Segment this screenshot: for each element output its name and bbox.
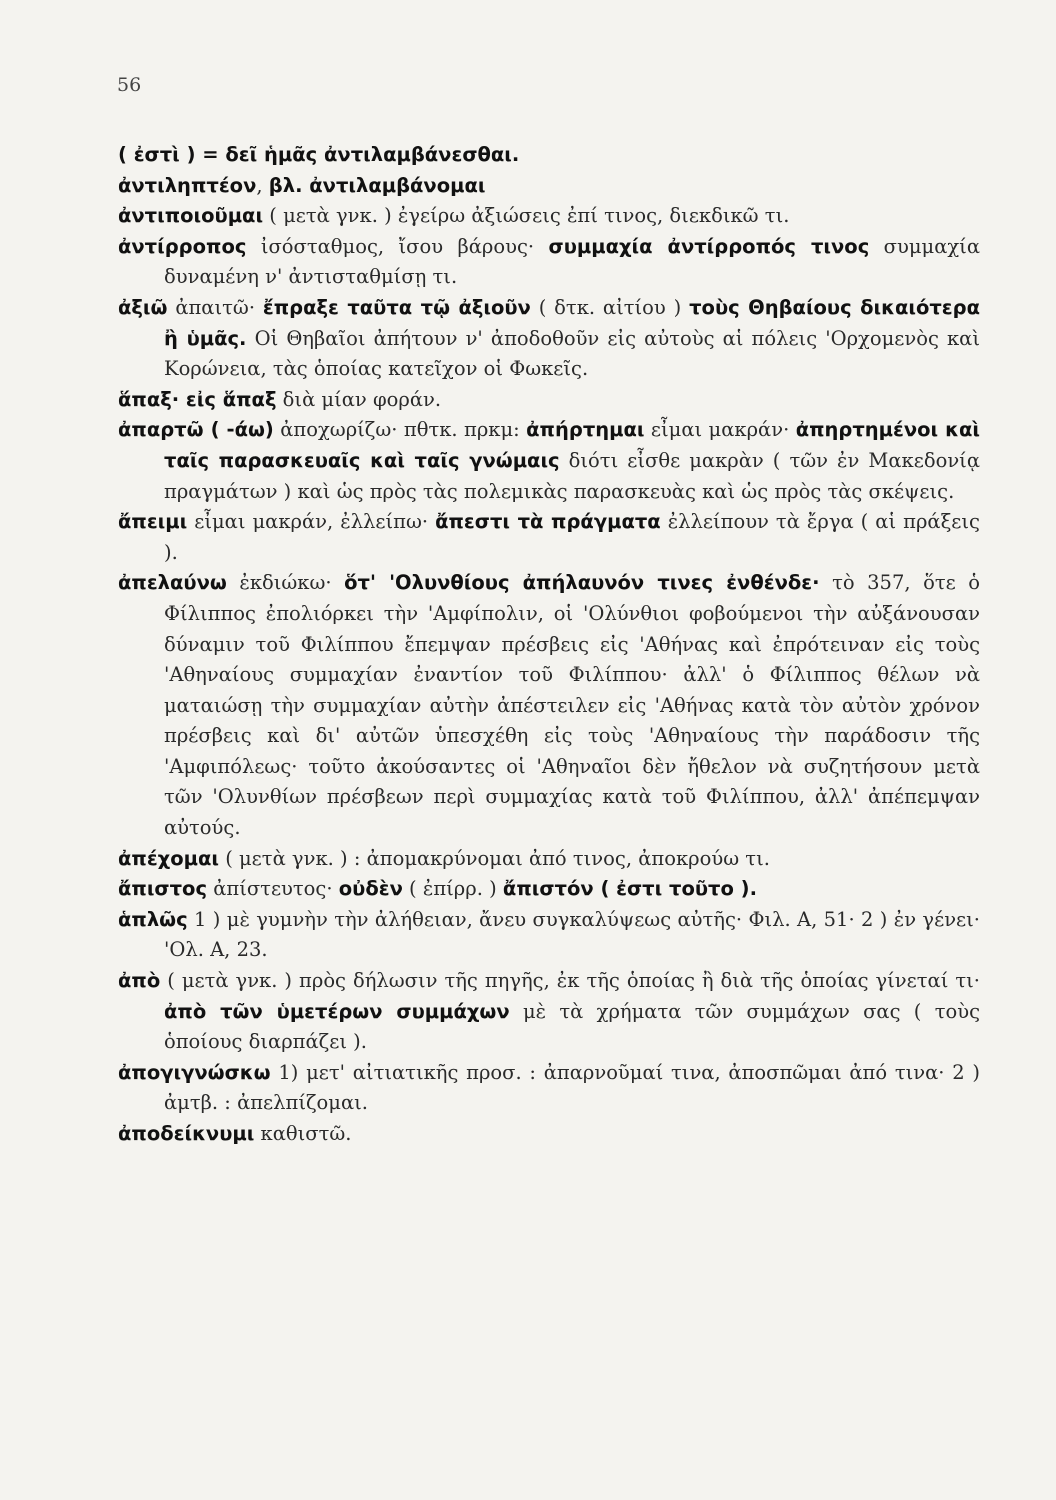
definition-text: ἐκδιώκω·: [226, 571, 345, 595]
definition-text: ( μετὰ γνκ. ) : ἀπομακρύνομαι ἀπό τινος, ἀποκρούω τι.: [219, 846, 770, 870]
headword-bold: ἅπαξ· εἰς ἅπαξ: [118, 387, 277, 411]
dictionary-entry: [118, 1058, 980, 1119]
definition-text: 1) μετ' αἰτιατικῆς προσ. : ἀπαρνοῦμαί τινα, ἀποσπῶμαι ἀπό τινα· 2 ) ἀμτβ. : ἀπελπίζομαι.: [164, 1060, 980, 1115]
headword-bold: ἀπογιγνώσκω: [118, 1060, 271, 1084]
dictionary-entry: [118, 415, 980, 507]
headword-bold: τοὺς Θηβαίους δικαιότερα ἢ ὑμᾶς.: [164, 295, 981, 350]
definition-text: καθιστῶ.: [254, 1122, 352, 1145]
headword-bold: ἀξιῶ: [118, 295, 168, 319]
headword-bold: ἀπὸ: [118, 969, 161, 993]
definition-text: ἰσόσταθμος, ἴσου βάρους·: [246, 234, 549, 258]
definition-text: μὲ τὰ χρήματα τῶν συμμάχων σας ( τοὺς ὁποίους διαρπάζει ).: [164, 999, 980, 1054]
headword-bold: ἄπειμι: [118, 510, 188, 534]
definition-text: ( ἐπίρρ. ): [402, 877, 503, 901]
headword-bold: ἀπήρτημαι: [526, 418, 645, 442]
definition-text: τὸ 357, ὅτε ὁ Φίλιππος ἐπολιόρκει τὴν 'Αμφίπολιν, οἱ 'Ολύνθιοι φοβούμενοι τὴν αὐξάνουσαν δύναμιν τοῦ Φιλίππου ἔπεμψαν πρέσβεις εἰς 'Αθήνας καὶ ἐπρότειναν εἰς τοὺς 'Αθηναίους συμμαχίαν ἐναντίον τοῦ Φιλίππου· ἀλλ' ὁ Φίλιππος θέλων νὰ ματαιώσῃ τὴν συμμαχίαν αὐτὴν ἀπέστειλεν εἰς 'Αθήνας κατὰ τὸν αὐτὸν χρόνον πρέσβεις καὶ δι' αὐτῶν ὑπεσχέθη εἰς τοὺς 'Αθηναίους τὴν παράδοσιν τῆς 'Αμφιπόλεως· τοῦτο ἀκούσαντες οἱ 'Αθηναῖοι δὲν ἤθελον νὰ συζητήσουν μετὰ τῶν 'Ολυνθίων πρέσβεων περὶ συμμαχίας κατὰ τοῦ Φιλίππου, ἀλλ' ἀπέπεμψαν αὐτούς.: [164, 571, 981, 840]
headword-bold: ἄπιστος: [118, 877, 208, 901]
dictionary-entry: [118, 1119, 980, 1150]
dictionary-entry: [118, 905, 980, 966]
page-number: 56: [117, 74, 142, 96]
dictionary-entry: [118, 293, 980, 385]
definition-text: εἶμαι μακράν, ἐλλείπω·: [187, 510, 436, 534]
headword-bold: ἁπλῶς: [118, 907, 188, 931]
headword-bold: ἀποδείκνυμι: [118, 1122, 255, 1145]
dictionary-entry: [118, 140, 980, 171]
definition-text: εἶμαι μακράν·: [644, 418, 796, 442]
headword-bold: ἀντιληπτέον: [118, 173, 257, 197]
headword-bold: ἀπέχομαι: [118, 846, 219, 870]
dictionary-entry: [118, 385, 980, 416]
headword-bold: ( ἐστὶ ) = δεῖ ἡμᾶς ἀντιλαμβάνεσθαι.: [118, 143, 520, 166]
definition-text: συμμαχία δυναμένη ν' ἀντισταθμίσῃ τι.: [164, 234, 980, 289]
definition-text: ἀπίστευτος·: [207, 877, 339, 901]
definition-text: Οἱ Θηβαῖοι ἀπήτουν ν' ἀποδοθοῦν εἰς αὐτοὺς αἱ πόλεις 'Ορχομενὸς καὶ Κορώνεια, τὰς ὁποίας κατεῖχον οἱ Φωκεῖς.: [164, 326, 980, 381]
definition-text: ( μετὰ γνκ. ) πρὸς δήλωσιν τῆς πηγῆς, ἐκ τῆς ὁποίας ἢ διὰ τῆς ὁποίας γίνεταί τι·: [160, 969, 980, 993]
definition-text: ,: [256, 173, 269, 197]
dictionary-entry: [118, 507, 980, 568]
definition-text: ἀπαιτῶ·: [167, 295, 263, 319]
headword-bold: ἔπραξε ταῦτα τῷ ἀξιοῦν: [262, 295, 531, 319]
dictionary-entry: [118, 966, 980, 1058]
dictionary-entry: [118, 201, 980, 232]
definition-text: ἀποχωρίζω· πθτκ. πρκμ:: [273, 418, 527, 442]
dictionary-entry: [118, 232, 980, 293]
headword-bold: ἀπηρτημένοι καὶ ταῖς παρασκευαῖς καὶ ταῖς γνώμαις: [164, 418, 981, 472]
definition-text: διὰ μίαν φοράν.: [276, 387, 442, 411]
definition-text: διότι εἶσθε μακρὰν ( τῶν ἐν Μακεδονίᾳ πραγμάτων ) καὶ ὡς πρὸς τὰς πολεμικὰς παρασκευὰς καὶ ὡς πρὸς τὰς σκέψεις.: [164, 448, 980, 503]
dictionary-entry: [118, 568, 980, 843]
headword-bold: ἀπὸ τῶν ὑμετέρων συμμάχων: [164, 999, 510, 1023]
headword-bold: βλ. ἀντιλαμβάνομαι: [268, 173, 486, 197]
entry-list: [118, 140, 980, 1150]
headword-bold: ὅτ' 'Ολυνθίους ἀπήλαυνόν τινες ἐνθένδε·: [344, 571, 820, 595]
headword-bold: ἀπελαύνω: [118, 571, 227, 595]
headword-bold: ἀντίρροπος: [118, 234, 247, 258]
definition-text: ἐλλείπουν τὰ ἔργα ( αἱ πράξεις ).: [164, 510, 980, 564]
definition-text: 1 ) μὲ γυμνὴν τὴν ἀλήθειαν, ἄνευ συγκαλύψεως αὐτῆς· Φιλ. Α, 51· 2 ) ἐν γένει· 'Ολ. Α, 23.: [164, 907, 980, 962]
dictionary-entry: [118, 874, 980, 905]
headword-bold: ἄπιστόν ( ἐστι τοῦτο ).: [502, 877, 757, 901]
dictionary-entry: [118, 171, 980, 202]
dictionary-entry: [118, 844, 980, 875]
headword-bold: οὐδὲν: [338, 877, 403, 901]
headword-bold: συμμαχία ἀντίρροπός τινος: [548, 234, 870, 258]
definition-text: ( μετὰ γνκ. ) ἐγείρω ἀξιώσεις ἐπί τινος, διεκδικῶ τι.: [263, 204, 790, 228]
headword-bold: ἀντιποιοῦμαι: [118, 204, 264, 228]
headword-bold: ἀπαρτῶ ( -άω): [118, 418, 274, 442]
definition-text: ( δτκ. αἰτίου ): [530, 295, 690, 319]
headword-bold: ἄπεστι τὰ πράγματα: [435, 510, 661, 534]
